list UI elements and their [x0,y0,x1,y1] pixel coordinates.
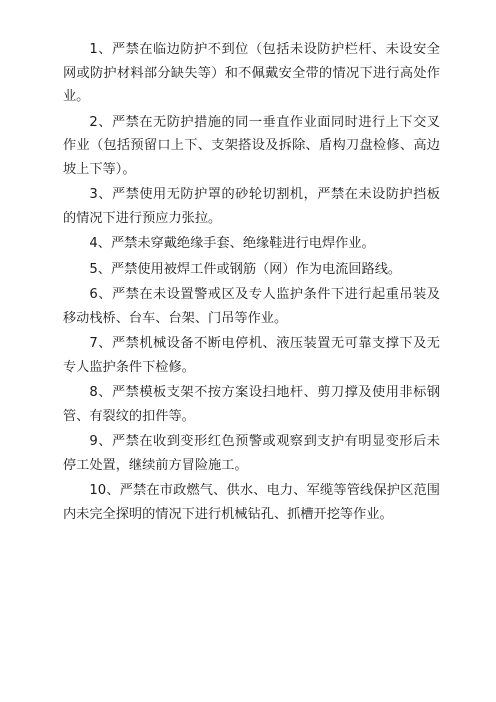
rule-item-2: 2、严禁在无防护措施的同一垂直作业面同时进行上下交叉作业（包括预留口上下、支架搭设及拆除、盾构刀盘检修、高边坡上下等）。 [63,114,440,177]
rule-item-9: 9、严禁在收到变形红色预警或观察到支护有明显变形后未停工处置，继续前方冒险施工。 [63,434,440,473]
rule-item-5: 5、严禁使用被焊工件或钢筋（网）作为电流回路线。 [89,261,402,277]
rule-item-8: 8、严禁模板支架不按方案设扫地杆、剪刀撑及使用非标钢管、有裂纹的扣件等。 [63,385,440,424]
rule-item-4: 4、严禁未穿戴绝缘手套、绝缘鞋进行电焊作业。 [89,236,375,251]
rule-item-3: 3、严禁使用无防护罩的砂轮切割机，严禁在未设防护挡板的情况下进行预应力张拉。 [63,187,440,226]
rule-item-7: 7、严禁机械设备不断电停机、液压装置无可靠支撑下及无专人监护条件下检修。 [63,336,440,375]
rule-item-6: 6、严禁在未设置警戒区及专人监护条件下进行起重吊装及移动栈桥、台车、台架、门吊等作业。 [63,287,440,326]
rule-item-10: 10、严禁在市政燃气、供水、电力、军缆等管线保护区范围内未完全探明的情况下进行机械钻孔、抓槽开挖等作业。 [63,483,440,522]
document-body [63,38,440,528]
rule-item-1: 1、严禁在临边防护不到位（包括未设防护栏杆、未设安全网或防护材料部分缺失等）和不佩戴安全带的情况下进行高处作业。 [63,42,440,104]
